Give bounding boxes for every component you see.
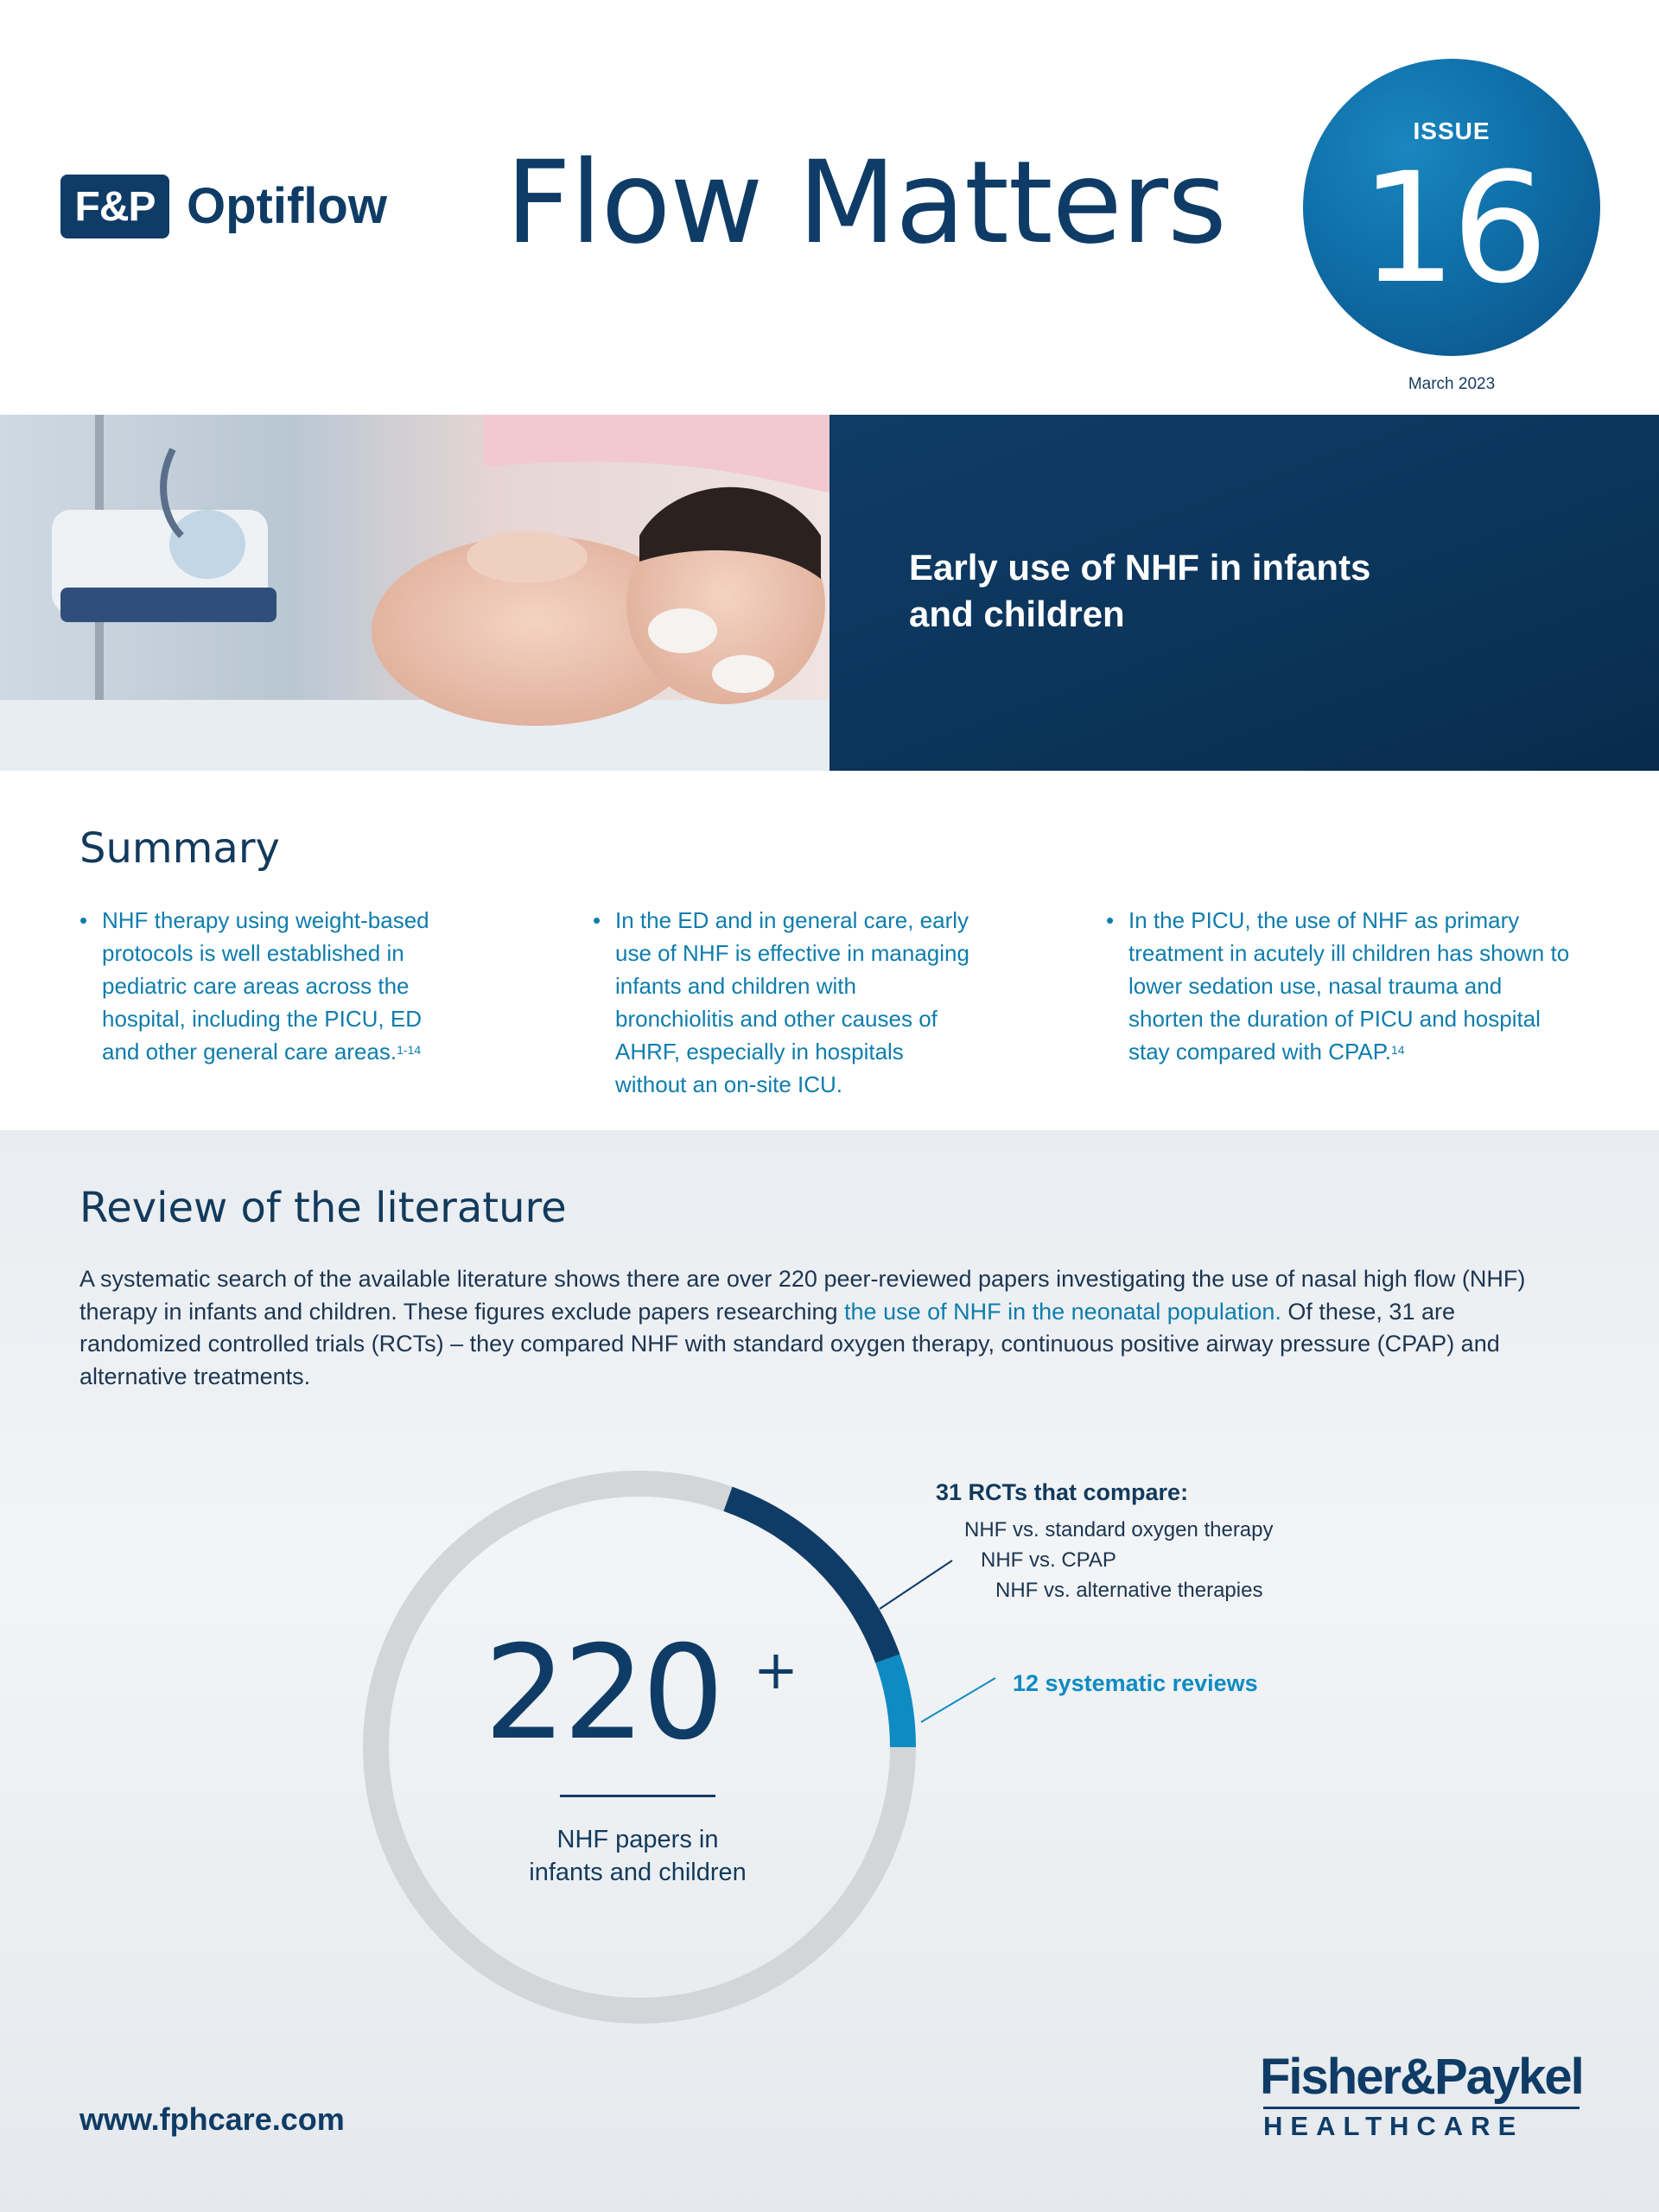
- rct-comparison-item: NHF vs. CPAP: [981, 1548, 1116, 1572]
- rct-leader-line: [880, 1560, 952, 1609]
- hero-photo: [0, 415, 830, 771]
- summary-text: In the PICU, the use of NHF as primary treatment in acutely ill children has shown to lower sedation use, nasal trauma and shorten the duration of PICU and hospital stay compared with CPAP.: [1128, 907, 1570, 1065]
- fp-logo-badge: F&P: [60, 175, 169, 238]
- paragraph-text: Of these, 31 are randomized controlled trials (RCTs) – they compared NHF with standard oxygen therapy, continuous positive airway pressure (CPAP) and alternative treatments.: [79, 1298, 1500, 1389]
- company-logo-rule: [1263, 2107, 1580, 2109]
- neonatal-link[interactable]: the use of NHF in the neonatal population.: [844, 1298, 1281, 1325]
- paragraph-text: A systematic search of the available literature shows there are over 220 peer-reviewed papers investigating the use of nasal high flow (NHF) therapy in infants and children. These figures exclude papers researching: [79, 1266, 1526, 1325]
- bullet: •: [1106, 907, 1115, 933]
- literature-heading: Review of the literature: [79, 1184, 567, 1232]
- company-logo-name: Fisher&Paykel: [1260, 2049, 1583, 2105]
- total-papers-plus: +: [753, 1638, 798, 1701]
- caption-line1: NHF papers in: [556, 1826, 719, 1853]
- donut-segment-reviews: [887, 1659, 903, 1747]
- issue-number: 16: [1360, 140, 1543, 317]
- papers-donut-chart: [0, 1452, 1659, 2056]
- bullet: •: [79, 907, 88, 933]
- issue-date: March 2023: [1408, 375, 1496, 393]
- summary-heading: Summary: [79, 824, 280, 873]
- rct-comparison-item: NHF vs. standard oxygen therapy: [964, 1518, 1274, 1541]
- systematic-reviews-label: 12 systematic reviews: [1013, 1670, 1258, 1696]
- issue-label: ISSUE: [1413, 118, 1491, 144]
- infant-photo-illustration: [0, 415, 830, 771]
- literature-paragraph: [79, 1263, 1531, 1393]
- website-link[interactable]: www.fphcare.com: [79, 2101, 345, 2137]
- product-name: Optiflow: [187, 178, 387, 234]
- divider: [560, 1795, 715, 1797]
- hero-title-line2: and children: [909, 594, 1125, 634]
- company-logo-sub: HEALTHCARE: [1263, 2111, 1524, 2141]
- rct-comparison-item: NHF vs. alternative therapies: [995, 1579, 1263, 1602]
- review-leader-line: [921, 1678, 995, 1722]
- summary-text: NHF therapy using weight-based protocols is well established in pediatric care areas across the hospital, including the PICU, ED and other general care areas.: [102, 907, 429, 1065]
- reference-sup: 1-14: [397, 1043, 422, 1057]
- total-papers-number: 220: [484, 1618, 721, 1769]
- reference-sup: 14: [1390, 1043, 1405, 1057]
- caption-line2: infants and children: [529, 1859, 747, 1886]
- summary-text: In the ED and in general care, early use of NHF is effective in managing infants and children with bronchiolitis and other causes of AHRF, especially in hospitals without an on-site ICU.: [615, 907, 969, 1097]
- rct-label: 31 RCTs that compare:: [936, 1479, 1189, 1505]
- bullet: •: [593, 907, 601, 933]
- hero-title: [909, 544, 1514, 638]
- hero-title-line1: Early use of NHF in infants: [909, 547, 1371, 588]
- publication-title: Flow Matters: [505, 137, 1226, 270]
- total-papers-caption: [465, 1823, 810, 1889]
